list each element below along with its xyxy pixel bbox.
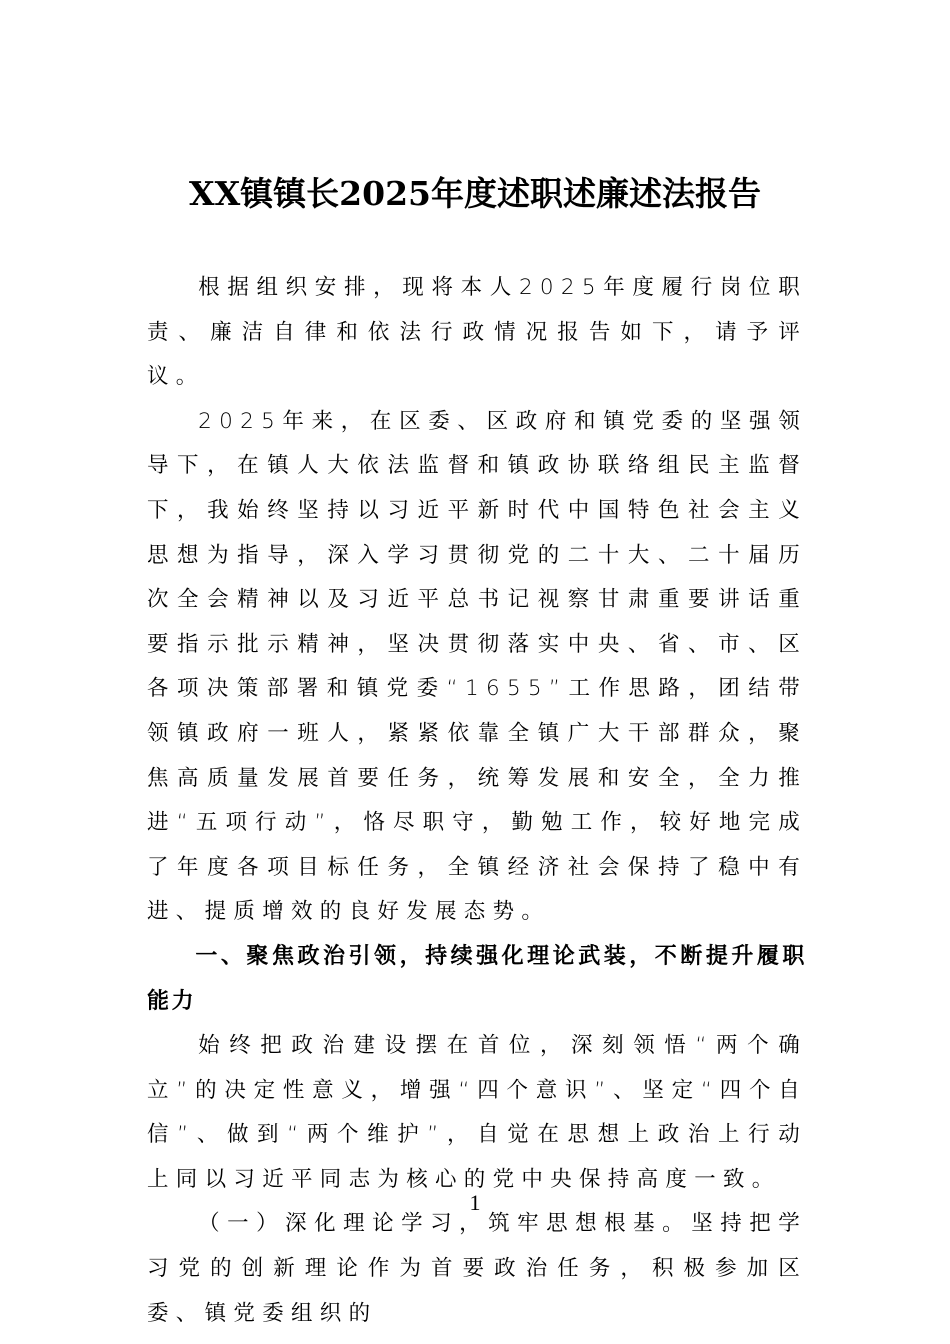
page-number: 1 xyxy=(469,1190,481,1215)
intro-paragraph: 根据组织安排，现将本人2025年度履行岗位职责、廉洁自律和依法行政情况报告如下，请予评议。 xyxy=(147,275,807,390)
subsection-1-paragraph xyxy=(147,1202,807,1336)
subsection-1-lead: （一）深化理论学习，筑牢思想根基。 xyxy=(198,1211,692,1237)
subsection-1-text: 坚持把学习党的创新理论作为首要政治任务，积极参加区委、镇党委组织的 xyxy=(147,1211,807,1326)
section-heading-1: 一、聚焦政治引领，持续强化理论武装，不断提升履职能力 xyxy=(147,943,807,1014)
overview-paragraph: 2025年来，在区委、区政府和镇党委的坚强领导下，在镇人大依法监督和镇政协联络组民主监督下，我始终坚持以习近平新时代中国特色社会主义思想为指导，深入学习贯彻党的二十大、二十届历次全会精神以及习近平总书记视察甘肃重要讲话重要指示批示精神，坚决贯彻落实中央、省、市、区各项决策部署和镇党委“1655”工作思路，团结带领镇政府一班人，紧紧依靠全镇广大干部群众，聚焦高质量发展首要任务，统筹发展和安全，全力推进“五项行动”，恪尽职守，勤勉工作，较好地完成了年度各项目标任务，全镇经济社会保持了稳中有进、提质增效的良好发展态势。 xyxy=(147,408,807,925)
document-body xyxy=(147,266,807,1336)
section-1-paragraph: 始终把政治建设摆在首位，深刻领悟“两个确立”的决定性意义，增强“四个意识”、坚定“四个自信”、做到“两个维护”，自觉在思想上政治上行动上同以习近平同志为核心的党中央保持高度一致。 xyxy=(147,1033,807,1192)
document-title: XX镇镇长2025年度述职述廉述法报告 xyxy=(188,174,762,213)
